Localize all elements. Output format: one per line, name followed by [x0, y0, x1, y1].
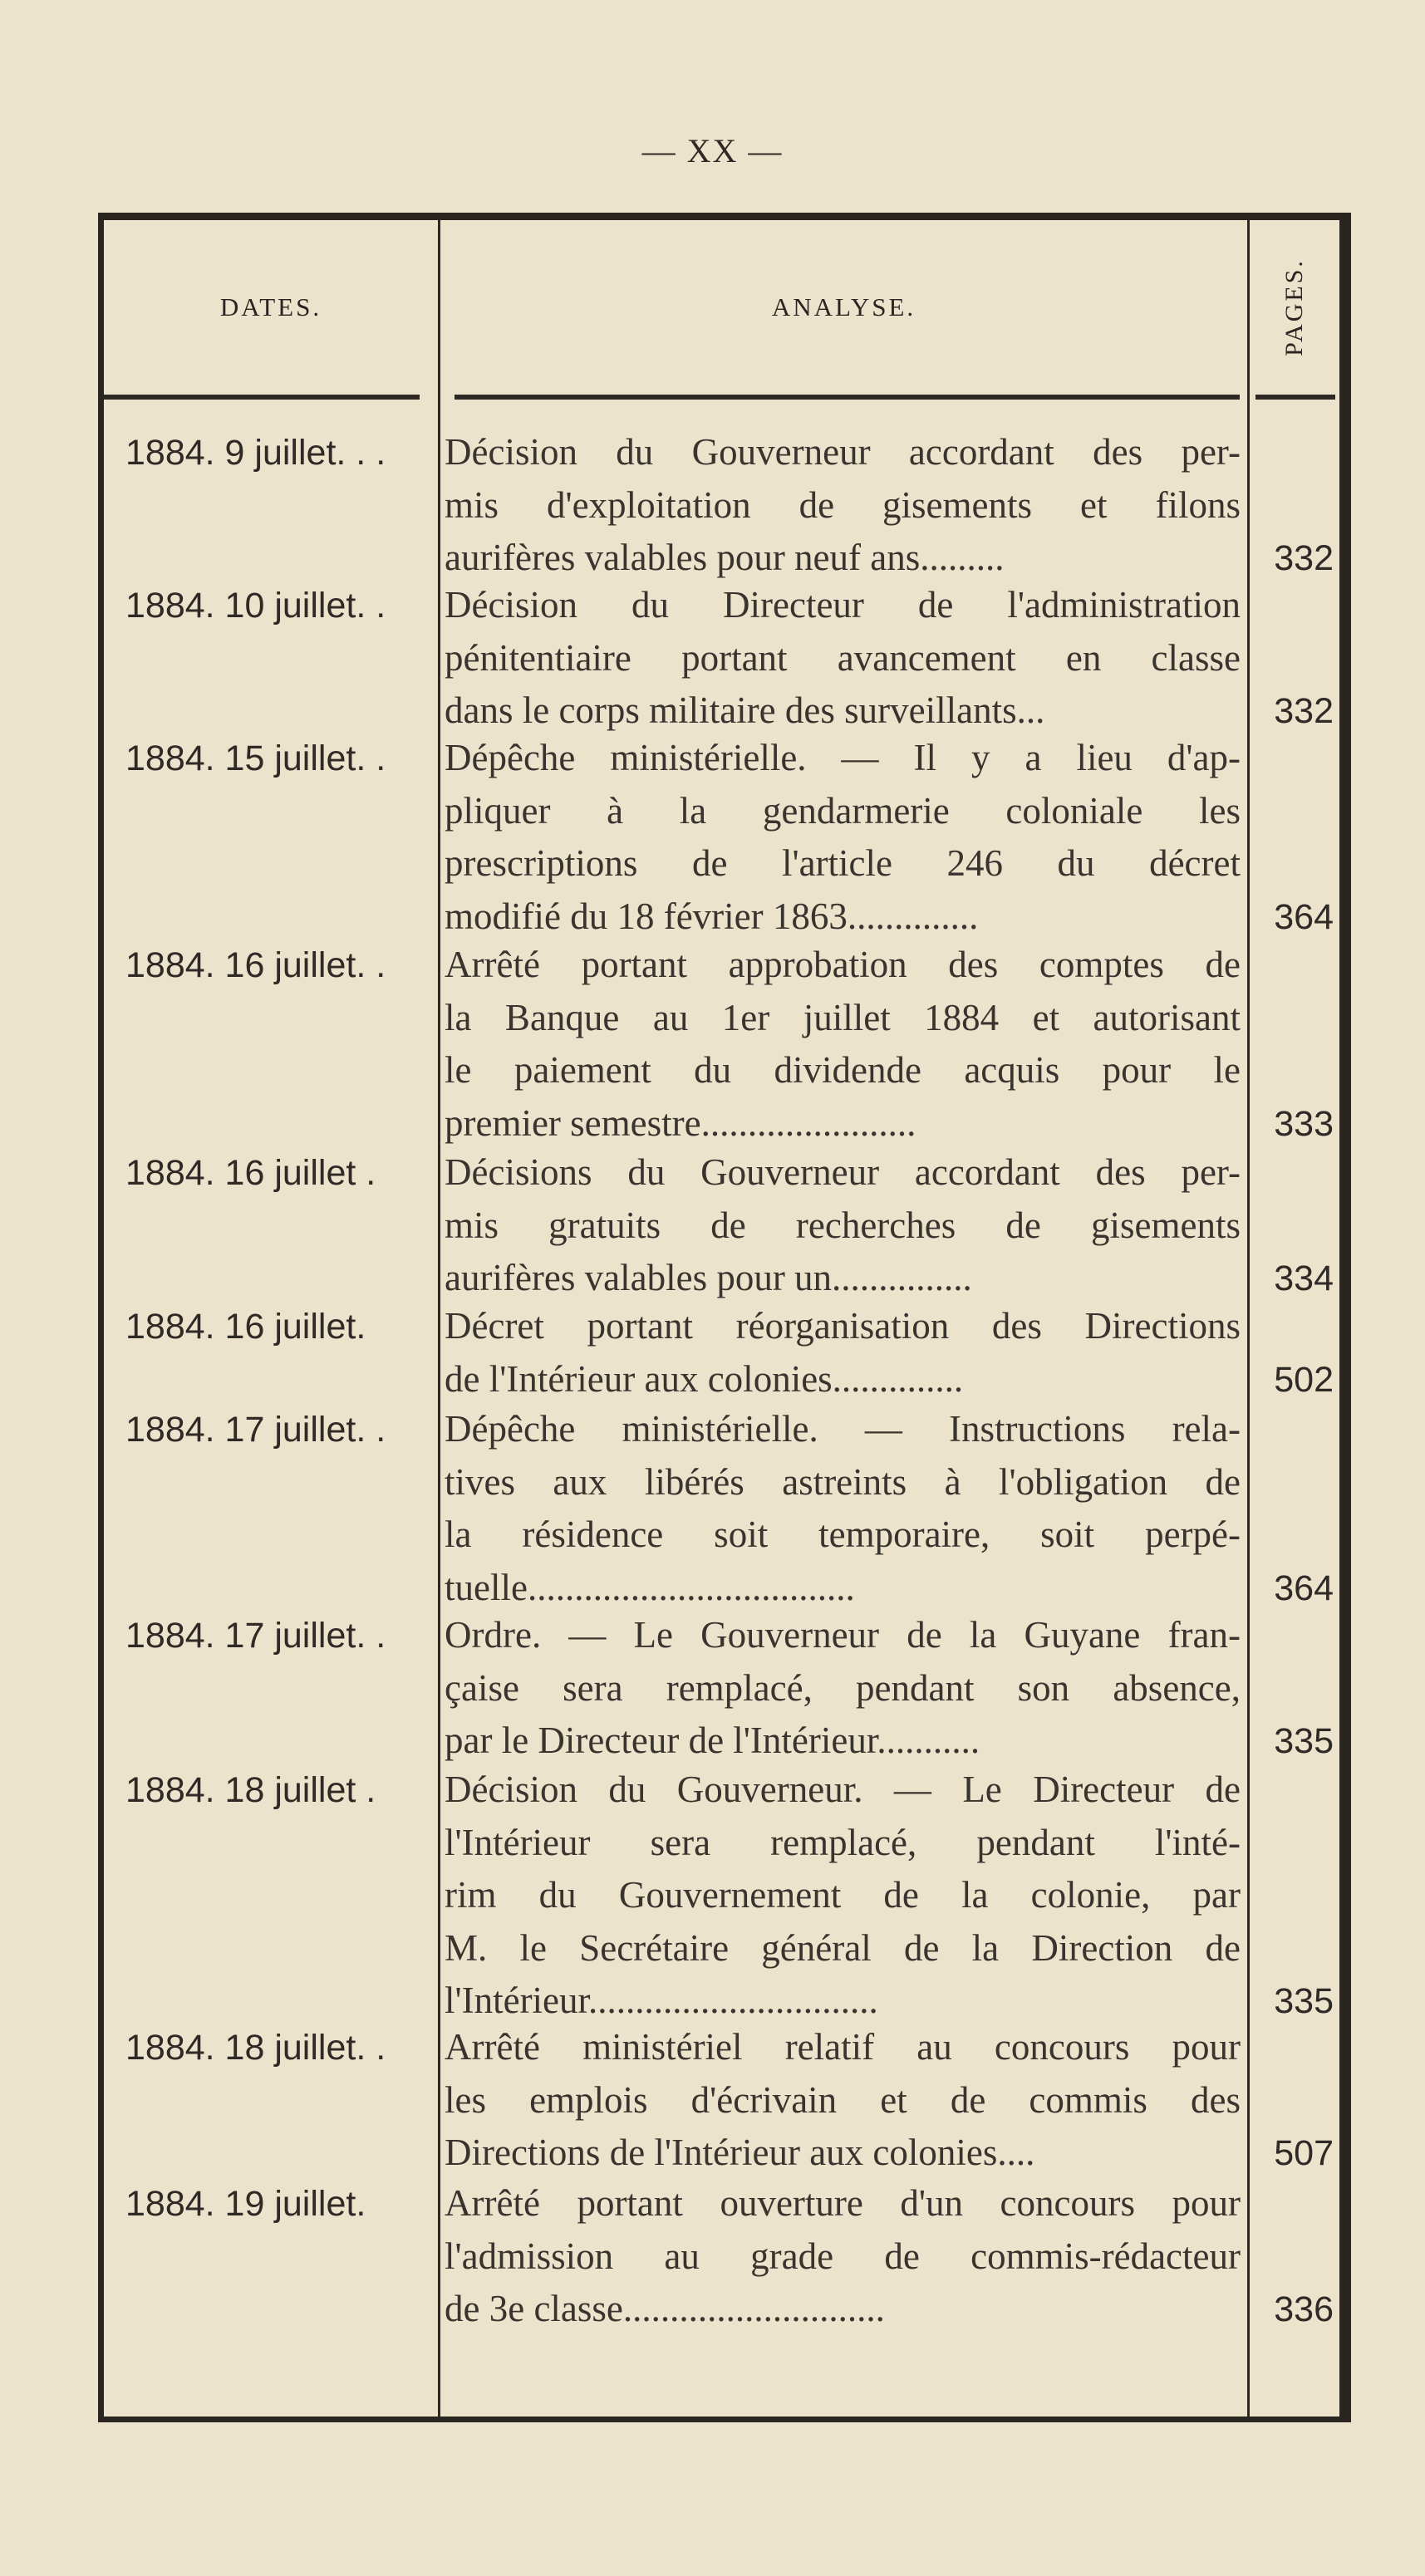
entry-analysis	[445, 1403, 1241, 1614]
entry-date: 1884. 17 juillet. .	[125, 1410, 386, 1450]
entry-analysis	[445, 579, 1241, 738]
analysis-line: mis gratuits de recherches de gisements	[445, 1204, 1241, 1246]
entry-date: 1884. 17 juillet. .	[125, 1616, 386, 1656]
analysis-line: aurifères valables pour neuf ans.........	[445, 537, 1005, 578]
entry-analysis	[445, 2177, 1241, 2336]
entry-page: 364	[1274, 896, 1334, 937]
analysis-line: Arrêté portant ouverture d'un concours pour	[445, 2182, 1241, 2224]
analysis-line: M. le Secrétaire général de la Direction de	[445, 1926, 1241, 1969]
header-rule	[1255, 395, 1335, 400]
entry-analysis	[445, 2021, 1241, 2180]
column-divider	[1247, 220, 1250, 2417]
header-pages	[1250, 220, 1339, 395]
index-table	[98, 213, 1351, 2422]
analysis-line: par le Directeur de l'Intérieur...........	[445, 1720, 980, 1761]
analysis-line: tuelle...................................	[445, 1566, 855, 1608]
entry-page: 364	[1274, 1568, 1334, 1608]
analysis-line: pliquer à la gendarmerie coloniale les	[445, 789, 1241, 832]
analysis-line: Décisions du Gouverneur accordant des per-	[445, 1151, 1241, 1193]
analysis-line: Arrêté portant approbation des comptes de	[445, 944, 1241, 985]
analysis-line: modifié du 18 février 1863..............	[445, 895, 979, 937]
analysis-line: rim du Gouvernement de la colonie, par	[445, 1874, 1241, 1916]
entry-date: 1884. 18 juillet .	[125, 1770, 376, 1810]
analysis-line: tives aux libérés astreints à l'obligation de	[445, 1460, 1241, 1503]
entry-page: 332	[1274, 691, 1334, 731]
analysis-line: Directions de l'Intérieur aux colonies....	[445, 2132, 1035, 2173]
analysis-line: l'Intérieur...............................	[445, 1980, 878, 2021]
entry-page: 507	[1274, 2133, 1334, 2173]
header-analyse: ANALYSE.	[771, 292, 916, 321]
analysis-line: Arrêté ministériel relatif au concours pour	[445, 2026, 1241, 2068]
entry-date: 1884. 10 juillet. .	[125, 586, 386, 626]
entry-page: 333	[1274, 1103, 1334, 1144]
header-pages-label: PAGES.	[1280, 258, 1308, 356]
analysis-line: Dépêche ministérielle. — Il y a lieu d'ap-	[445, 737, 1241, 778]
entry-page: 332	[1274, 538, 1334, 578]
header-rule	[104, 395, 420, 400]
analysis-line: Décret portant réorganisation des Directions	[445, 1305, 1241, 1347]
entry-analysis	[445, 1609, 1241, 1768]
analysis-line: çaise sera remplacé, pendant son absence,	[445, 1666, 1241, 1709]
entry-date: 1884. 19 juillet.	[125, 2184, 366, 2224]
analysis-line: dans le corps militaire des surveillants...	[445, 689, 1045, 731]
analysis-line: l'Intérieur sera remplacé, pendant l'inté-	[445, 1821, 1241, 1863]
analysis-line: la résidence soit temporaire, soit perpé-	[445, 1514, 1241, 1555]
entry-page: 334	[1274, 1259, 1334, 1298]
analysis-line: Décision du Gouverneur. — Le Directeur de	[445, 1769, 1241, 1810]
analysis-line: Décision du Directeur de l'administration	[445, 584, 1241, 626]
column-divider	[438, 220, 440, 2417]
entry-page: 502	[1274, 1359, 1334, 1400]
analysis-line: Ordre. — Le Gouverneur de la Guyane fran-	[445, 1614, 1241, 1656]
header-rule	[455, 395, 1240, 400]
header-dates: DATES.	[219, 292, 322, 321]
entry-analysis	[445, 732, 1241, 943]
entry-page: 335	[1274, 1981, 1334, 2021]
analysis-line: prescriptions de l'article 246 du décret	[445, 842, 1241, 884]
entry-date: 1884. 15 juillet. .	[125, 738, 386, 778]
analysis-line: l'admission au grade de commis-rédacteur	[445, 2235, 1241, 2277]
entry-analysis	[445, 1146, 1241, 1305]
analysis-line: premier semestre.......................	[445, 1102, 916, 1144]
entry-analysis	[445, 939, 1241, 1150]
analysis-line: la Banque au 1er juillet 1884 et autorisant	[445, 996, 1241, 1038]
analysis-line: de l'Intérieur aux colonies..............	[445, 1357, 964, 1400]
analysis-line: pénitentiaire portant avancement en classe	[445, 636, 1241, 679]
analysis-line: Décision du Gouverneur accordant des per-	[445, 431, 1241, 473]
analysis-line: mis d'exploitation de gisements et filons	[445, 483, 1241, 526]
entry-analysis	[445, 1764, 1241, 2028]
page-number: — XX —	[641, 132, 784, 169]
entry-date: 1884. 16 juillet. .	[125, 945, 386, 985]
entry-page: 335	[1274, 1721, 1334, 1761]
analysis-line: le paiement du dividende acquis pour le	[445, 1049, 1241, 1091]
entry-analysis	[445, 1300, 1241, 1406]
entry-date: 1884. 16 juillet.	[125, 1307, 366, 1347]
analysis-line: Dépêche ministérielle. — Instructions rela-	[445, 1408, 1241, 1450]
entry-analysis	[445, 426, 1241, 585]
entry-date: 1884. 18 juillet. .	[125, 2028, 386, 2068]
entry-date: 1884. 9 juillet. . .	[125, 433, 386, 473]
analysis-line: de 3e classe............................	[445, 2288, 885, 2329]
analysis-line: aurifères valables pour un...............	[445, 1257, 972, 1298]
analysis-line: les emplois d'écrivain et de commis des	[445, 2078, 1241, 2121]
entry-date: 1884. 16 juillet .	[125, 1153, 376, 1193]
entry-page: 336	[1274, 2289, 1334, 2329]
